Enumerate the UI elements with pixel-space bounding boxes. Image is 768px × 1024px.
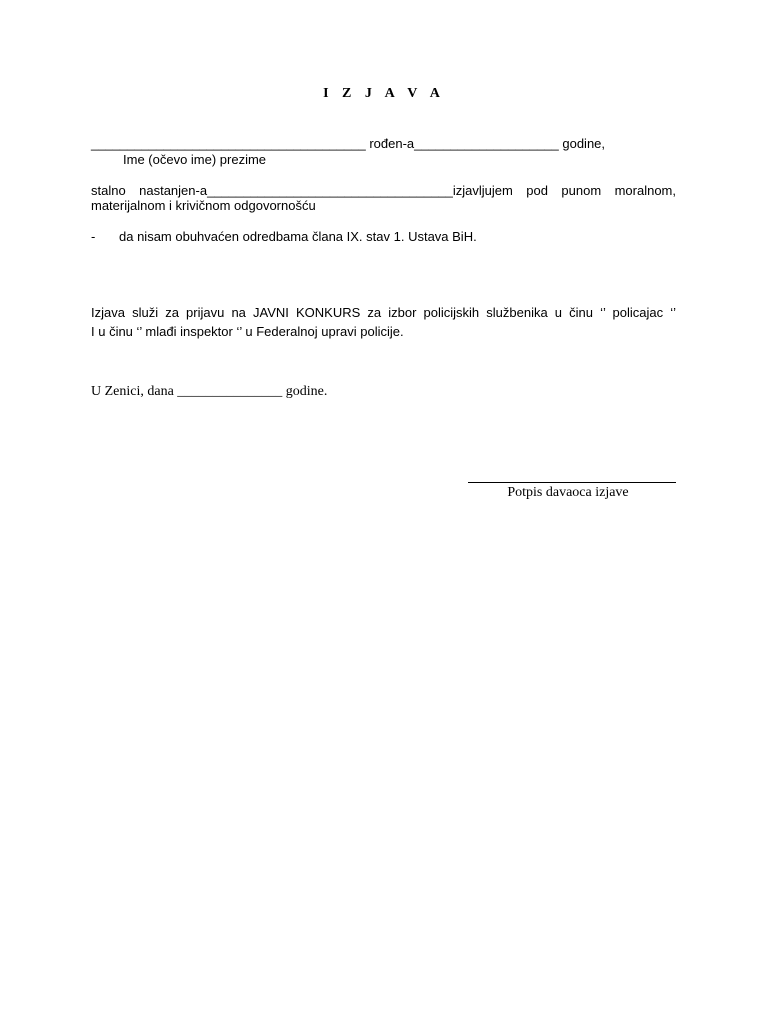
name-birth-line: ______________________________________ rođen-a____________________ godine, bbox=[91, 136, 606, 151]
signature-label: Potpis davaoca izjave bbox=[507, 485, 629, 500]
bullet-statement: da nisam obuhvaćen odredbama člana IX. stav 1. Ustava BiH. bbox=[119, 229, 477, 244]
residence-line: stalno nastanjen-a__________________________________izjavljujem pod punom moralnom, bbox=[91, 183, 676, 198]
place-date-line: U Zenici, dana _______________ godine. bbox=[91, 384, 328, 399]
name-caption: Ime (očevo ime) prezime bbox=[123, 152, 267, 167]
bullet-dash: - bbox=[91, 229, 96, 244]
responsibility-line: materijalnom i krivičnom odgovornošću bbox=[91, 198, 316, 213]
document-title: I Z J A V A bbox=[323, 86, 445, 101]
purpose-line-2: I u činu ‘’ mlađi inspektor ‘’ u Federalnoj upravi policije. bbox=[91, 324, 404, 339]
signature-rule bbox=[468, 482, 676, 483]
purpose-line-1: Izjava služi za prijavu na JAVNI KONKURS za izbor policijskih službenika u činu ‘’ policajac ‘’ bbox=[91, 305, 676, 320]
